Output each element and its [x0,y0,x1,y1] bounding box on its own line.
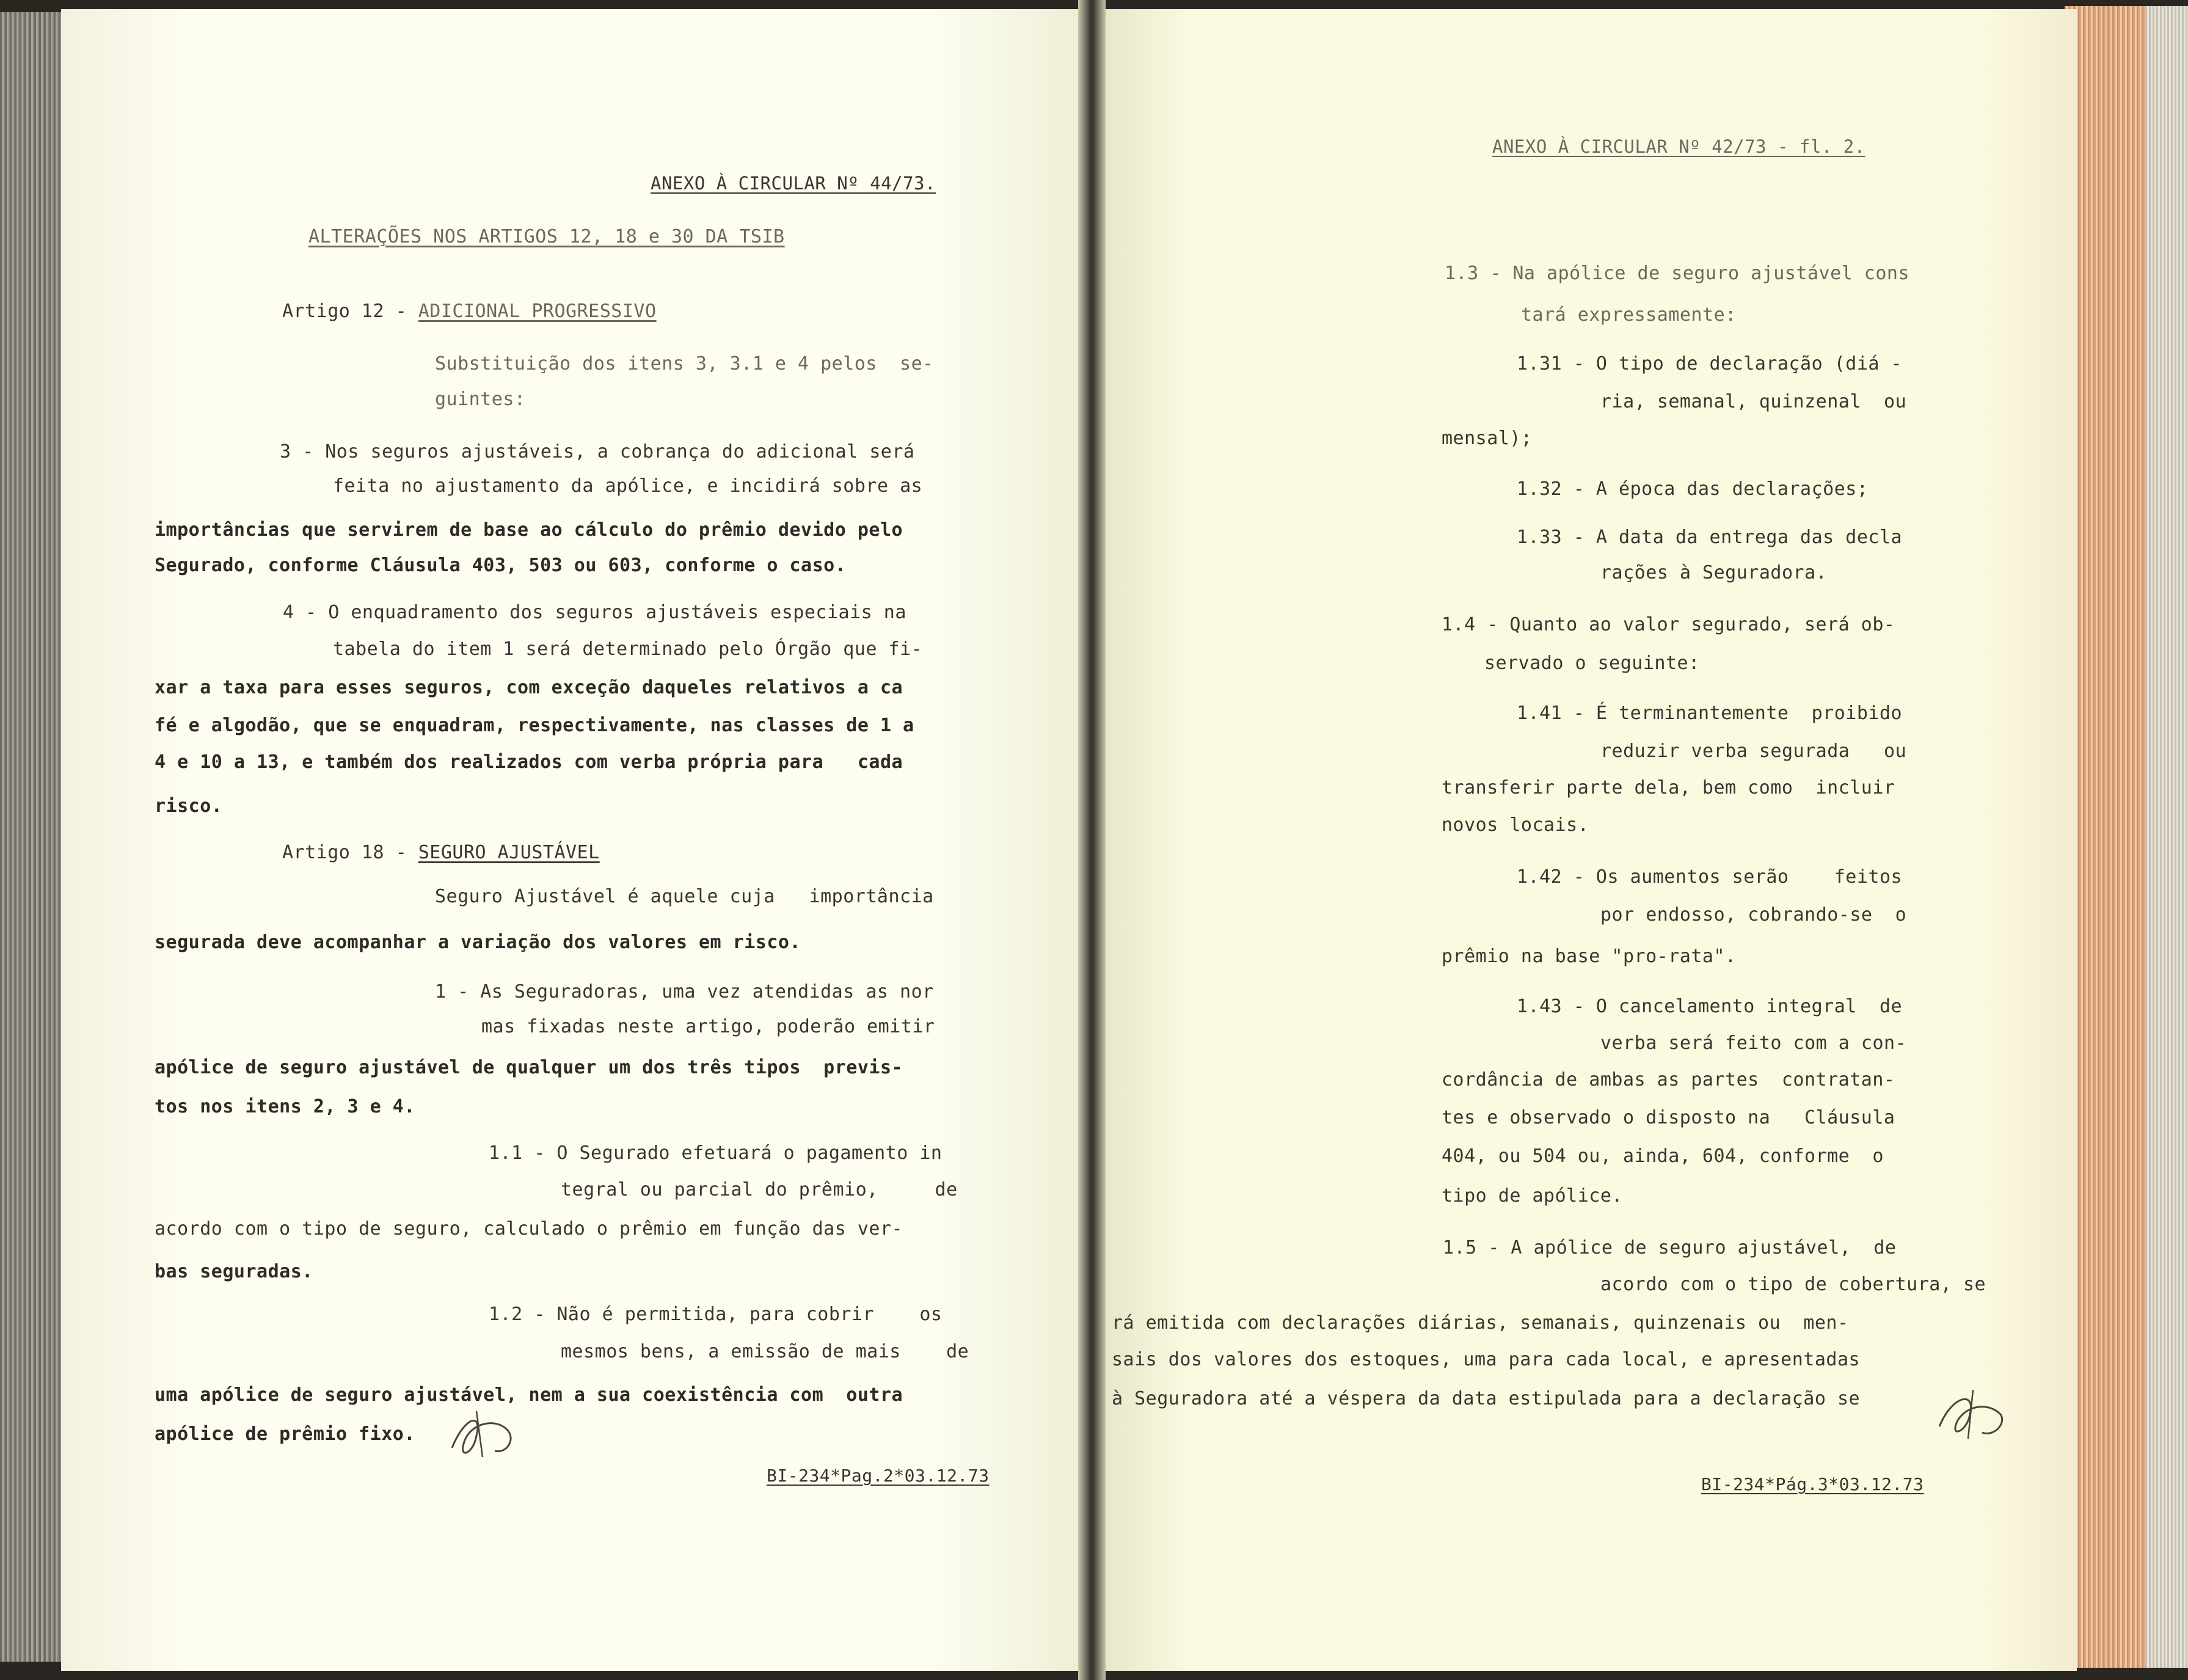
text-line: 404, ou 504 ou, ainda, 604, conforme o [1442,1145,1884,1167]
text-line: guintes: [435,389,526,410]
left-annex-header: ANEXO À CIRCULAR Nº 44/73. [651,173,936,194]
article-12-heading [282,301,657,323]
text-line: apólice de prêmio fixo. [155,1423,415,1445]
text-line: 1.3 - Na apólice de seguro ajustável cons [1445,263,1910,284]
text-line: Seguro Ajustável é aquele cuja importância [435,886,934,907]
text-line: feita no ajustamento da apólice, e incidirá sobre as [333,475,923,497]
text-line: bas seguradas. [155,1261,313,1282]
article-18-label: Artigo 18 - [282,842,418,863]
text-line: prêmio na base "pro-rata". [1442,946,1737,967]
text-line: 1.32 - A época das declarações; [1517,478,1869,500]
text-line: rações à Seguradora. [1600,562,1828,583]
text-line: tipo de apólice. [1442,1185,1623,1207]
text-line: 1 - As Seguradoras, uma vez atendidas as nor [435,981,934,1003]
right-annex-header: ANEXO À CIRCULAR Nº 42/73 - fl. 2. [1492,136,1865,157]
text-line: segurada deve acompanhar a variação dos valores em risco. [155,932,801,953]
text-line: servado o seguinte: [1484,652,1700,674]
text-line: tes e observado o disposto na Cláusula [1442,1107,1895,1128]
text-line: por endosso, cobrando-se o [1600,904,1907,926]
text-line: mensal); [1442,428,1533,449]
text-line: 4 e 10 a 13, e também dos realizados com verba própria para cada [155,751,903,773]
text-line: tos nos itens 2, 3 e 4. [155,1096,415,1117]
left-page [61,9,1087,1671]
article-18-title: SEGURO AJUSTÁVEL [418,842,600,863]
article-18-heading [282,842,600,864]
text-line: 1.42 - Os aumentos serão feitos [1517,866,1903,888]
text-line: 4 - O enquadramento dos seguros ajustáveis especiais na [283,602,906,623]
text-line: xar a taxa para esses seguros, com exceção daqueles relativos a ca [155,677,903,698]
text-line: 1.41 - É terminantemente proibido [1517,703,1903,724]
text-line: reduzir verba segurada ou [1600,740,1907,762]
signature-initials-right [1930,1381,2016,1448]
text-line: cordância de ambas as partes contratan- [1442,1069,1895,1090]
text-line: tegral ou parcial do prêmio, de [561,1179,958,1200]
text-line: 1.2 - Não é permitida, para cobrir os [489,1304,943,1325]
text-line: 1.33 - A data da entrega das decla [1517,527,1903,548]
left-page-footer: BI-234*Pag.2*03.12.73 [767,1466,990,1486]
text-line: fé e algodão, que se enquadram, respectivamente, nas classes de 1 a [155,715,914,736]
text-line: novos locais. [1442,814,1589,836]
text-line: risco. [155,795,223,817]
text-line: apólice de seguro ajustável de qualquer um dos três tipos previs- [155,1057,903,1078]
text-line: mas fixadas neste artigo, poderão emitir [481,1016,935,1037]
right-page-footer: BI-234*Pág.3*03.12.73 [1701,1474,1924,1494]
text-line: rá emitida com declarações diárias, semanais, quinzenais ou men- [1112,1312,1849,1334]
text-line: 1.1 - O Segurado efetuará o pagamento in [489,1142,943,1164]
text-line: ria, semanal, quinzenal ou [1600,391,1907,412]
text-line: tabela do item 1 será determinado pelo Órgão que fi- [333,638,923,660]
text-line: 3 - Nos seguros ajustáveis, a cobrança do adicional será [280,441,915,462]
text-line: acordo com o tipo de cobertura, se [1600,1274,1986,1295]
text-line: Substituição dos itens 3, 3.1 e 4 pelos se- [435,353,934,374]
text-line: verba será feito com a con- [1600,1032,1907,1054]
page-edges-right [2065,6,2188,1668]
text-line: Segurado, conforme Cláusula 403, 503 ou 603, conforme o caso. [155,555,847,576]
book-gutter [1078,0,1106,1680]
text-line: sais dos valores dos estoques, uma para cada local, e apresentadas [1112,1349,1861,1370]
text-line: acordo com o tipo de seguro, calculado o prêmio em função das ver- [155,1218,903,1240]
article-12-label: Artigo 12 - [282,301,418,322]
text-line: 1.4 - Quanto ao valor segurado, será ob- [1442,614,1895,635]
text-line: importâncias que servirem de base ao cálculo do prêmio devido pelo [155,519,903,541]
text-line: à Seguradora até a véspera da data estipulada para a declaração se [1112,1388,1861,1409]
text-line: mesmos bens, a emissão de mais de [561,1341,969,1362]
text-line: transferir parte dela, bem como incluir [1442,777,1895,798]
text-line: tará expressamente: [1521,304,1737,326]
signature-initials-left [440,1399,531,1466]
text-line: 1.43 - O cancelamento integral de [1517,996,1903,1017]
text-line: 1.5 - A apólice de seguro ajustável, de [1443,1237,1897,1258]
text-line: 1.31 - O tipo de declaração (diá - [1517,353,1903,374]
left-title: ALTERAÇÕES NOS ARTIGOS 12, 18 e 30 DA TSIB [308,226,785,247]
article-12-title: ADICIONAL PROGRESSIVO [418,301,657,322]
right-page [1093,9,2077,1671]
text-line: uma apólice de seguro ajustável, nem a sua coexistência com outra [155,1384,903,1406]
